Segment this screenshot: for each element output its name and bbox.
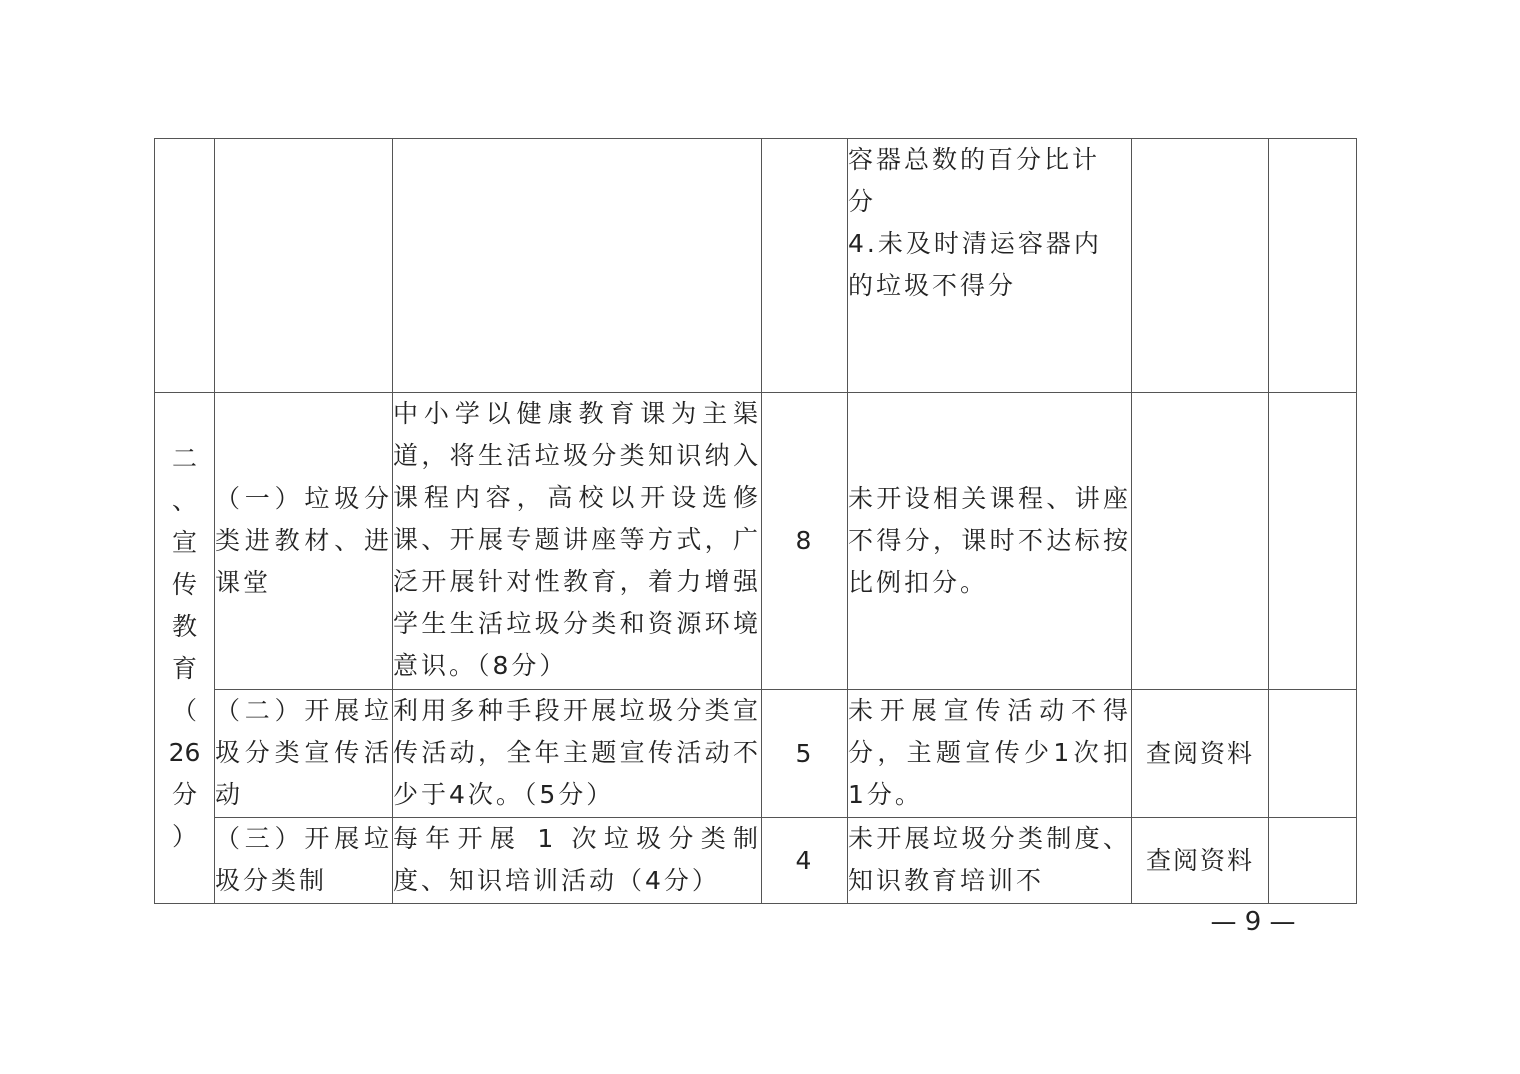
section-label-char: 传 (171, 570, 197, 599)
remark-cell (1269, 393, 1357, 690)
criteria-cell: 未开展宣传活动不得分，主题宣传少1次扣1分。 (848, 690, 1132, 818)
section-label-char: 二 (171, 444, 197, 473)
method-cell-empty (1132, 139, 1269, 393)
page-number: — 9 — (1210, 907, 1296, 937)
table-row (155, 393, 1357, 690)
method-cell: 查阅资料 (1132, 818, 1269, 904)
table-row (155, 690, 1357, 818)
score-cell-empty (762, 139, 848, 393)
criteria-line: 分 (848, 187, 877, 216)
method-cell: 查阅资料 (1132, 690, 1269, 818)
section-label-char: 、 (171, 486, 197, 515)
item-cell-empty (215, 139, 393, 393)
criteria-line: 4.未及时清运容器内 (848, 229, 1102, 258)
evaluation-table (154, 138, 1357, 904)
content-cell: 中小学以健康教育课为主渠道，将生活垃圾分类知识纳入课程内容，高校以开设选修课、开展专题讲座等方式，广泛开展针对性教育，着力增强学生生活垃圾分类和资源环境意识。（8分） (393, 393, 762, 690)
content-cell: 利用多种手段开展垃圾分类宣传活动，全年主题宣传活动不少于4次。（5分） (393, 690, 762, 818)
score-cell: 4 (762, 818, 848, 904)
criteria-cell: 未开设相关课程、讲座不得分，课时不达标按比例扣分。 (848, 393, 1132, 690)
table-row (155, 818, 1357, 904)
remark-cell-empty (1269, 139, 1357, 393)
item-cell: （二）开展垃圾分类宣传活动 (215, 690, 393, 818)
section-label-cell (155, 393, 215, 904)
section-label-char: 分 (171, 780, 197, 809)
method-cell (1132, 393, 1269, 690)
section-label-char: 育 (171, 654, 197, 683)
category-cell-empty (155, 139, 215, 393)
score-cell: 5 (762, 690, 848, 818)
remark-cell (1269, 690, 1357, 818)
item-cell: （一）垃圾分类进教材、进课堂 (215, 393, 393, 690)
content-cell: 每年开展 1 次垃圾分类制度、知识培训活动（4分） (393, 818, 762, 904)
criteria-line: 的垃圾不得分 (848, 271, 1017, 300)
score-cell: 8 (762, 393, 848, 690)
section-label-char: 宣 (171, 528, 197, 557)
section-label-char: （ (171, 696, 197, 725)
remark-cell (1269, 818, 1357, 904)
criteria-line: 容器总数的百分比计 (848, 145, 1101, 174)
criteria-cell (848, 139, 1132, 393)
continued-row (155, 139, 1357, 393)
item-cell: （三）开展垃圾分类制 (215, 818, 393, 904)
criteria-cell: 未开展垃圾分类制度、知识教育培训不 (848, 818, 1132, 904)
section-label-char: 教 (171, 612, 197, 641)
content-cell-empty (393, 139, 762, 393)
section-label-char: 26 (168, 738, 201, 767)
section-label-char: ） (171, 822, 197, 851)
